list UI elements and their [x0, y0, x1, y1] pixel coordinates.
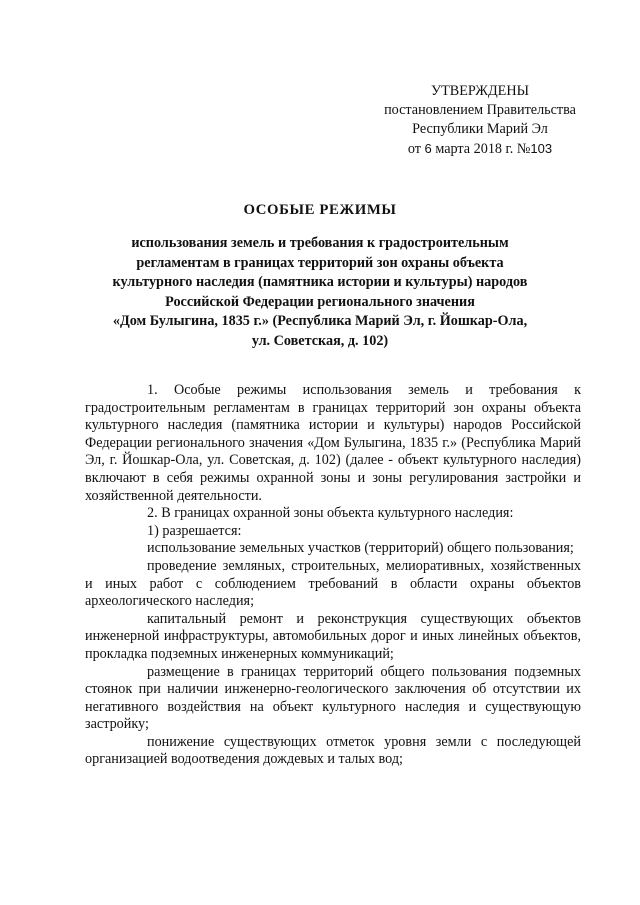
subtitle-line: использования земель и требования к градостроительным — [131, 235, 509, 251]
document-subtitle — [100, 234, 540, 352]
approval-date — [360, 139, 600, 159]
paragraph-item: проведение земляных, строительных, мелиоративных, хозяйственных и иных работ с соблюдением требований в области охраны объектов археологического наследия; — [85, 557, 581, 610]
date-middle: марта 2018 г. № — [435, 141, 531, 157]
subtitle-line: культурного наследия (памятника истории и культуры) народов — [112, 274, 528, 291]
subtitle-line: ул. Советская, д. 102) — [251, 332, 389, 349]
approval-stamp — [360, 82, 600, 159]
approval-authority: Республики Марий Эл — [412, 121, 548, 137]
paragraph-item: понижение существующих отметок уровня земли с последующей организацией водоотведения дождевых и талых вод; — [85, 733, 581, 768]
subtitle-line: Российской Федерации регионального значения — [165, 293, 475, 310]
document-title: ОСОБЫЕ РЕЖИМЫ — [243, 202, 397, 218]
approval-decree: постановлением Правительства — [384, 102, 576, 118]
paragraph-item: размещение в границах территорий общего пользования подземных стоянок при наличии инженерно-геологического заключения об отсутствии их негативного воздействия на объект культурного наследия и существующую застройку; — [85, 663, 581, 733]
date-prefix: от — [407, 141, 421, 157]
paragraph-item: капитальный ремонт и реконструкция существующих объектов инженерной инфраструктуры, автомобильных дорог и иных линейных объектов, прокладка подземных инженерных коммуникаций; — [85, 610, 581, 662]
document-body — [85, 382, 581, 769]
date-number: 103 — [530, 141, 553, 156]
date-day: 6 — [424, 141, 432, 156]
subtitle-line: регламентам в границах территорий зон охраны объекта — [136, 254, 504, 271]
subtitle-line: «Дом Булыгина, 1835 г.» (Республика Марий Эл, г. Йошкар-Ола, — [112, 313, 528, 330]
paragraph-2: 2. В границах охранной зоны объекта культурного наследия: — [147, 505, 514, 522]
paragraph-allowed-heading: 1) разрешается: — [147, 522, 242, 539]
approval-heading: УТВЕРЖДЕНЫ — [431, 83, 529, 99]
paragraph-1: 1. Особые режимы использования земель и требования к градостроительным регламентам в границах территорий зон охраны объекта культурного наследия (памятника истории и культуры) народов Российской Федерации регионального значения «Дом Булыгина, 1835 г.» (Республика Марий Эл, г. Йошкар-Ола, ул. Советская, д. 102) (далее - объект культурного наследия) включают в себя режимы охранной зоны и зоны регулирования застройки и хозяйственной деятельности. — [85, 382, 581, 504]
paragraph-item: использование земельных участков (территорий) общего пользования; — [147, 540, 574, 557]
